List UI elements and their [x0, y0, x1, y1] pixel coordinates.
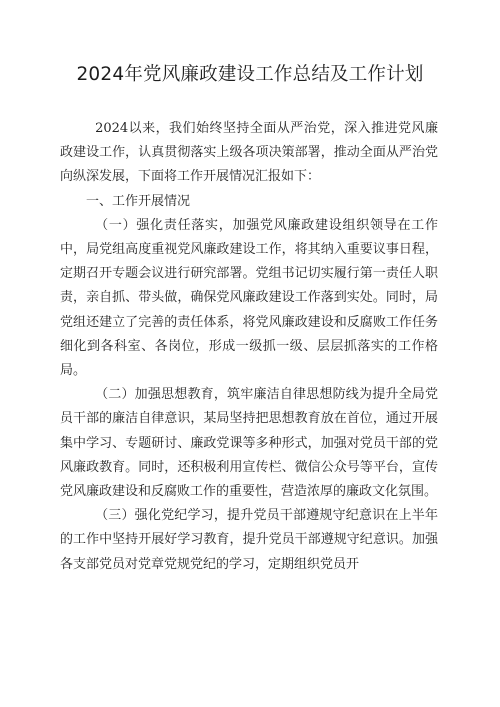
- section-heading: 一、工作开展情况: [86, 193, 191, 209]
- paragraph-responsibility: （一）强化责任落实，加强党风廉政建设组织领导在工作中，局党组高度重视党风廉政建设工作，将其纳入重要议事日程，定期召开专题会议进行研究部署。党组书记切实履行第一责任人职责，亲自抓、带头做，确保党风廉政建设工作落到实处。同时，局党组还建立了完善的责任体系，将党风廉政建设和反腐败工作任务细化到各科室、各岗位，形成一级抓一级、层层抓落实的工作格局。: [60, 217, 438, 379]
- document-body: [60, 117, 438, 577]
- paragraph-discipline: （三）强化党纪学习，提升党员干部遵规守纪意识在上半年的工作中坚持开展好学习教育，提升党员干部遵规守纪意识。加强各支部党员对党章党规党纪的学习，定期组织党员开: [60, 508, 438, 572]
- intro-paragraph: 2024以来，我们始终坚持全面从严治党，深入推进党风廉政建设工作，认真贯彻落实上级各项决策部署，推动全面从严治党向纵深发展，下面将工作开展情况汇报如下：: [60, 121, 438, 185]
- document-title: 2024年党风廉政建设工作总结及工作计划: [76, 64, 424, 85]
- paragraph-education: （二）加强思想教育，筑牢廉洁自律思想防线为提升全局党员干部的廉洁自律意识，某局坚持把思想教育放在首位，通过开展集中学习、专题研讨、廉政党课等多种形式，加强对党员干部的党风廉政教育。同时，还积极利用宣传栏、微信公众号等平台，宣传党风廉政建设和反腐败工作的重要性，营造浓厚的廉政文化氛围。: [60, 387, 438, 500]
